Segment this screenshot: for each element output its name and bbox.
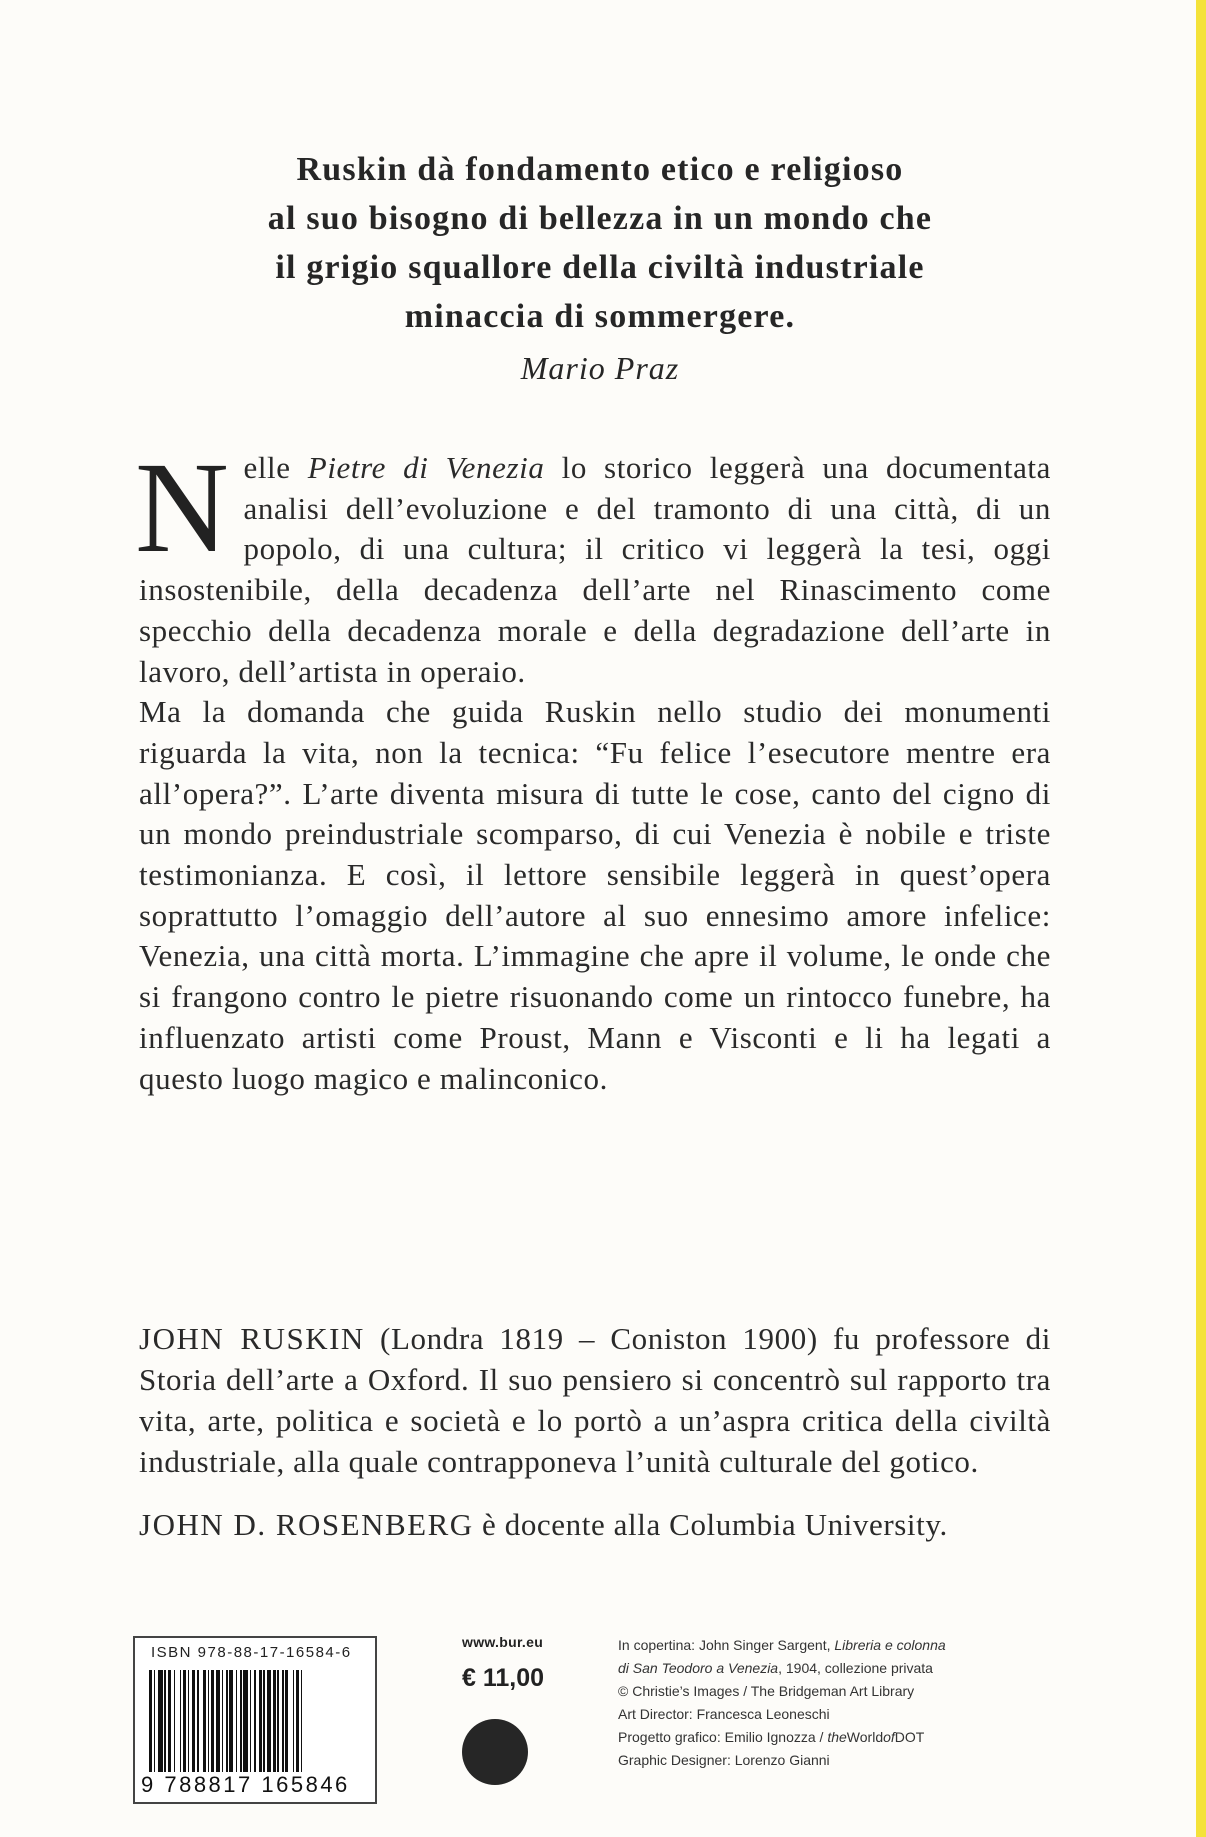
isbn-label: ISBN 978-88-17-16584-6 — [151, 1644, 352, 1661]
drop-cap: N — [135, 436, 230, 580]
description-text: lo storico leggerà una documentata analisi dell’evoluzione e del tramonto di una città, di un popolo, di una cultura; il critico vi leggerà la tesi, oggi insostenibile, della decadenza dell’arte nel Rinascimento come specchio della decadenza morale e della degradazione dell’arte in lavoro, dell’artista in operaio. — [139, 450, 1051, 689]
credit-line: Art Director: Francesca Leoneschi — [618, 1706, 830, 1722]
credit-line: di San Teodoro a Venezia, 1904, collezione privata — [618, 1660, 933, 1676]
credit-line: © Christie’s Images / The Bridgeman Art Library — [618, 1683, 915, 1699]
price-block — [462, 1634, 572, 1785]
quote-author: Mario Praz — [520, 350, 680, 386]
description-paragraph-1 — [135, 436, 1051, 692]
bio-rosenberg — [139, 1504, 1051, 1545]
author-bios — [139, 1318, 1051, 1567]
bio-text: è docente alla Columbia University. — [473, 1507, 948, 1542]
editor-name: JOHN D. ROSENBERG — [139, 1507, 474, 1542]
quote-line: il grigio squallore della civiltà industriale — [275, 249, 925, 286]
price: € 11,00 — [462, 1664, 545, 1692]
barcode-bar — [302, 1670, 305, 1772]
publisher-dot-logo — [462, 1719, 528, 1785]
quote-line: al suo bisogno di bellezza in un mondo che — [267, 200, 933, 237]
description-text: elle — [243, 450, 308, 485]
bio-ruskin — [139, 1318, 1051, 1482]
publisher-website: www.bur.eu — [462, 1634, 544, 1650]
quote-line: minaccia di sommergere. — [404, 298, 796, 335]
author-name: JOHN RUSKIN — [139, 1321, 365, 1356]
credit-line: Graphic Designer: Lorenzo Gianni — [618, 1752, 830, 1768]
cover-credits — [618, 1634, 1038, 1772]
isbn-barcode — [133, 1636, 377, 1804]
book-description — [135, 436, 1051, 1099]
bio-text: (Londra 1819 – Coniston 1900) fu professore di Storia dell’arte a Oxford. Il suo pensiero si concentrò sul rapporto tra vita, arte, politica e società e lo portò a un’aspra critica della civiltà industriale, alla quale contrapponeva l’unità culturale del gotico. — [139, 1321, 1051, 1479]
description-paragraph-2: Ma la domanda che guida Ruskin nello studio dei monumenti riguarda la vita, non la tecnica: “Fu felice l’esecutore mentre era all’opera?”. L’arte diventa misura di tutte le cose, canto del cigno di un mondo preindustriale scomparso, di cui Venezia è nobile e triste testimonianza. E così, il lettore sensibile leggerà in quest’opera soprattutto l’omaggio dell’autore al suo ennesimo amore infelice: Venezia, una città morta. L’immagine che apre il volume, le onde che si frangono contro le pietre risuonando come un rintocco funebre, ha influenzato artisti come Proust, Mann e Visconti e li ha legati a questo luogo magico e malinconico. — [139, 694, 1051, 1096]
spine-edge — [1196, 0, 1206, 1837]
credit-line: Progetto grafico: Emilio Ignozza / theWorldofDOT — [618, 1729, 925, 1745]
quote-line: Ruskin dà fondamento etico e religioso — [296, 151, 904, 188]
barcode-digits: 9 788817 165846 — [141, 1772, 350, 1797]
credit-line: In copertina: John Singer Sargent, Libreria e colonna — [618, 1637, 946, 1653]
epigraph-quote — [130, 145, 1070, 393]
book-title: Pietre di Venezia — [307, 450, 545, 485]
barcode-bars — [149, 1670, 361, 1772]
